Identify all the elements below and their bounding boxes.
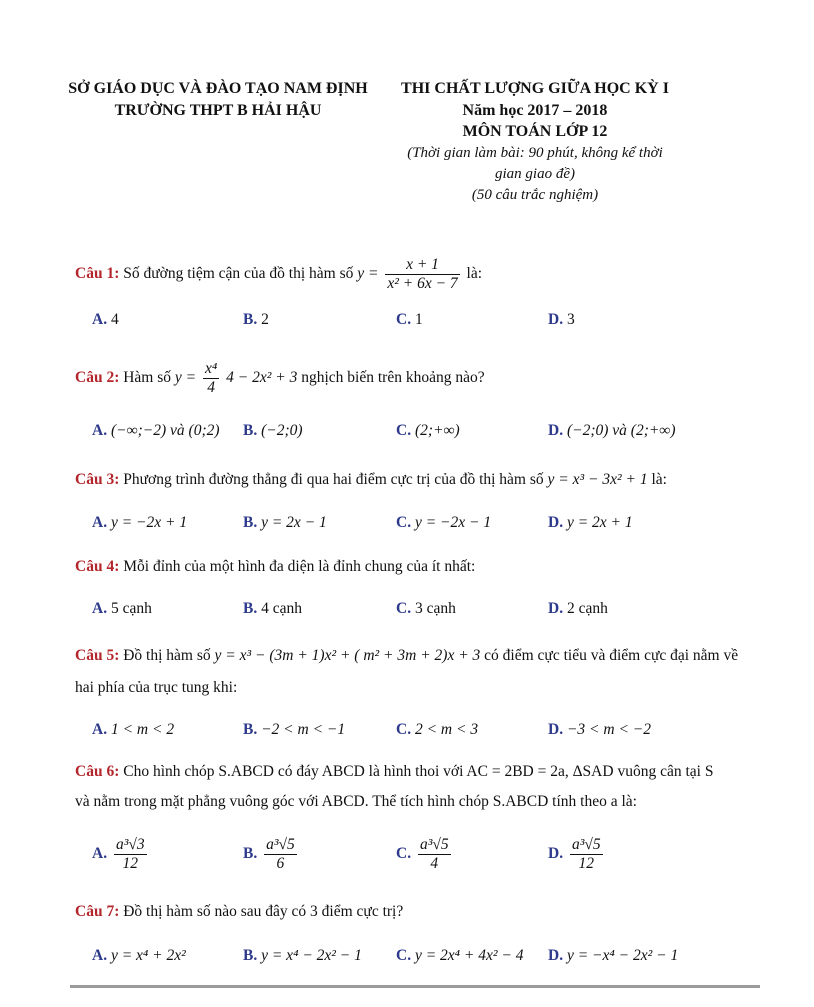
option-letter: B.: [243, 422, 258, 439]
question-3: [75, 469, 667, 491]
formula: y = x³ − 3x² + 1: [547, 471, 648, 488]
option-value: y = 2x + 1: [566, 514, 633, 531]
option-c[interactable]: [396, 719, 478, 741]
option-fraction: [570, 836, 603, 873]
denominator: 6: [276, 855, 285, 872]
question-label: Câu 3:: [75, 471, 120, 488]
option-letter: D.: [548, 721, 564, 738]
option-letter: A.: [92, 422, 108, 439]
numerator: a³√5: [571, 836, 601, 853]
option-value: y = 2x − 1: [261, 514, 327, 531]
question-text-after: nghịch biến trên khoảng nào?: [301, 369, 485, 387]
option-b[interactable]: [243, 512, 327, 534]
option-letter: B.: [243, 514, 258, 531]
denominator: 12: [578, 855, 595, 872]
option-d[interactable]: [548, 598, 608, 620]
option-b[interactable]: [243, 719, 345, 741]
option-value: −2 < m < −1: [261, 721, 346, 738]
option-letter: A.: [92, 721, 108, 738]
option-fraction: [418, 836, 451, 873]
exam-title: THI CHẤT LƯỢNG GIỮA HỌC KỲ I: [401, 80, 669, 97]
footer-divider: [70, 985, 760, 988]
numerator: a³√5: [266, 836, 295, 853]
option-c[interactable]: [396, 836, 454, 873]
question-6-line2: và nằm trong mặt phẳng vuông góc với ABCD. Thể tích hình chóp S.ABCD tính theo a là:: [75, 793, 637, 810]
question-text: Cho hình chóp S.ABCD có đáy ABCD là hình thoi với AC = 2BD = 2a, ΔSAD vuông cân tại S: [123, 763, 714, 780]
question-text: Hàm số: [123, 369, 172, 387]
question-label: Câu 6:: [75, 763, 120, 780]
formula-prefix: y =: [357, 265, 379, 283]
school-year: Năm học 2017 – 2018: [462, 102, 608, 119]
option-letter: B.: [243, 845, 258, 863]
question-2: [75, 360, 485, 397]
option-letter: A.: [92, 947, 108, 964]
option-letter: C.: [396, 311, 412, 328]
formula-prefix: y =: [174, 369, 197, 387]
option-value: 1: [414, 311, 423, 328]
option-letter: D.: [548, 845, 564, 863]
option-fraction: [114, 836, 147, 873]
option-c[interactable]: [396, 512, 491, 534]
department-name: SỞ GIÁO DỤC VÀ ĐÀO TẠO NAM ĐỊNH: [68, 80, 368, 97]
numerator: a³√3: [115, 836, 145, 853]
option-letter: C.: [396, 514, 412, 531]
option-letter: D.: [548, 947, 564, 964]
option-d[interactable]: [548, 719, 651, 741]
numerator: a³√5: [419, 836, 449, 853]
question-label: Câu 1:: [75, 265, 120, 283]
school-name: TRƯỜNG THPT B HẢI HẬU: [114, 102, 322, 119]
option-letter: A.: [92, 845, 108, 863]
option-value: 4: [110, 311, 119, 328]
option-letter: C.: [396, 721, 412, 738]
formula: y = x³ − (3m + 1)x² + ( m² + 3m + 2)x + 3: [214, 647, 481, 664]
option-value: (2;+∞): [414, 422, 460, 439]
option-c[interactable]: [396, 598, 456, 620]
option-value: y = x⁴ + 2x²: [110, 947, 186, 964]
numerator: x⁴: [205, 360, 218, 377]
option-value: y = x⁴ − 2x² − 1: [261, 947, 362, 964]
question-label: Câu 5:: [75, 647, 120, 664]
option-value: (−2;0) và (2;+∞): [566, 422, 676, 439]
option-value: y = −2x − 1: [414, 514, 492, 531]
option-b[interactable]: [243, 309, 269, 331]
question-label: Câu 7:: [75, 903, 120, 920]
option-a[interactable]: [92, 598, 152, 620]
option-letter: A.: [92, 311, 108, 328]
denominator: 12: [122, 855, 139, 872]
question-6: [75, 761, 713, 783]
option-letter: C.: [396, 600, 412, 617]
option-b[interactable]: [243, 598, 302, 620]
option-value: 3 cạnh: [414, 600, 456, 617]
fraction: [385, 256, 459, 293]
option-a[interactable]: [92, 512, 187, 534]
option-d[interactable]: [548, 836, 606, 873]
denominator: x² + 6x − 7: [387, 275, 458, 292]
option-a[interactable]: [92, 309, 119, 331]
option-c[interactable]: [396, 420, 460, 442]
option-d[interactable]: [548, 309, 575, 331]
option-value: 2 cạnh: [566, 600, 608, 617]
option-value: 2 < m < 3: [414, 721, 479, 738]
question-label: Câu 2:: [75, 369, 120, 387]
option-value: 2: [261, 311, 269, 328]
option-letter: D.: [548, 422, 564, 439]
question-text: Đồ thị hàm số: [123, 647, 211, 664]
question-label: Câu 4:: [75, 558, 120, 575]
numerator: x + 1: [385, 256, 459, 275]
question-5: [75, 645, 738, 667]
option-letter: B.: [243, 600, 258, 617]
denominator: 4: [207, 379, 216, 396]
option-letter: C.: [396, 947, 412, 964]
option-value: −3 < m < −2: [566, 721, 651, 738]
question-text: Phương trình đường thẳng đi qua hai điểm cực trị của đồ thị hàm số: [123, 471, 544, 488]
option-c[interactable]: [396, 945, 524, 967]
question-text-after: có điểm cực tiểu và điểm cực đại nằm về: [484, 647, 739, 664]
question-text-after: là:: [466, 265, 483, 283]
option-d[interactable]: [548, 512, 633, 534]
option-b[interactable]: [243, 836, 300, 873]
option-letter: C.: [396, 422, 412, 439]
option-value: 5 cạnh: [110, 600, 152, 617]
option-letter: D.: [548, 311, 564, 328]
time-note-line1: (Thời gian làm bài: 90 phút, không kể thời: [407, 145, 663, 161]
question-text: Số đường tiệm cận của đồ thị hàm số: [123, 265, 354, 283]
option-value: (−∞;−2) và (0;2): [110, 422, 220, 439]
option-a[interactable]: [92, 945, 186, 967]
option-d[interactable]: [548, 420, 676, 442]
option-fraction: [264, 836, 297, 873]
option-b[interactable]: [243, 420, 303, 442]
option-d[interactable]: [548, 945, 678, 967]
option-letter: D.: [548, 514, 564, 531]
option-letter: B.: [243, 721, 258, 738]
option-letter: C.: [396, 845, 412, 863]
option-value: 1 < m < 2: [110, 721, 175, 738]
question-text-after: là:: [651, 471, 667, 488]
option-letter: D.: [548, 600, 564, 617]
time-note-line2: gian giao đề): [495, 166, 575, 182]
option-b[interactable]: [243, 945, 362, 967]
option-value: (−2;0): [261, 422, 303, 439]
option-a[interactable]: [92, 836, 150, 873]
option-c[interactable]: [396, 309, 423, 331]
option-value: y = −x⁴ − 2x² − 1: [566, 947, 679, 964]
question-5-line2: hai phía của trục tung khi:: [75, 679, 238, 696]
option-a[interactable]: [92, 420, 220, 442]
option-value: y = 2x⁴ + 4x² − 4: [414, 947, 524, 964]
denominator: 4: [430, 855, 439, 872]
option-value: y = −2x + 1: [110, 514, 188, 531]
option-letter: B.: [243, 311, 258, 328]
question-text: Đồ thị hàm số nào sau đây có 3 điểm cực trị?: [123, 903, 404, 920]
question-count-note: (50 câu trắc nghiệm): [471, 187, 599, 203]
formula-suffix: 4 − 2x² + 3: [226, 369, 298, 387]
option-letter: A.: [92, 514, 108, 531]
option-a[interactable]: [92, 719, 174, 741]
subject: MÔN TOÁN LỚP 12: [462, 123, 608, 140]
question-1: [75, 256, 482, 293]
question-4: [75, 556, 475, 578]
option-letter: A.: [92, 600, 108, 617]
fraction: [203, 360, 219, 397]
option-letter: B.: [243, 947, 258, 964]
option-value: 3: [566, 311, 575, 328]
option-value: 4 cạnh: [261, 600, 302, 617]
question-7: [75, 901, 403, 923]
question-text: Mỗi đỉnh của một hình đa diện là đỉnh chung của ít nhất:: [123, 558, 476, 575]
